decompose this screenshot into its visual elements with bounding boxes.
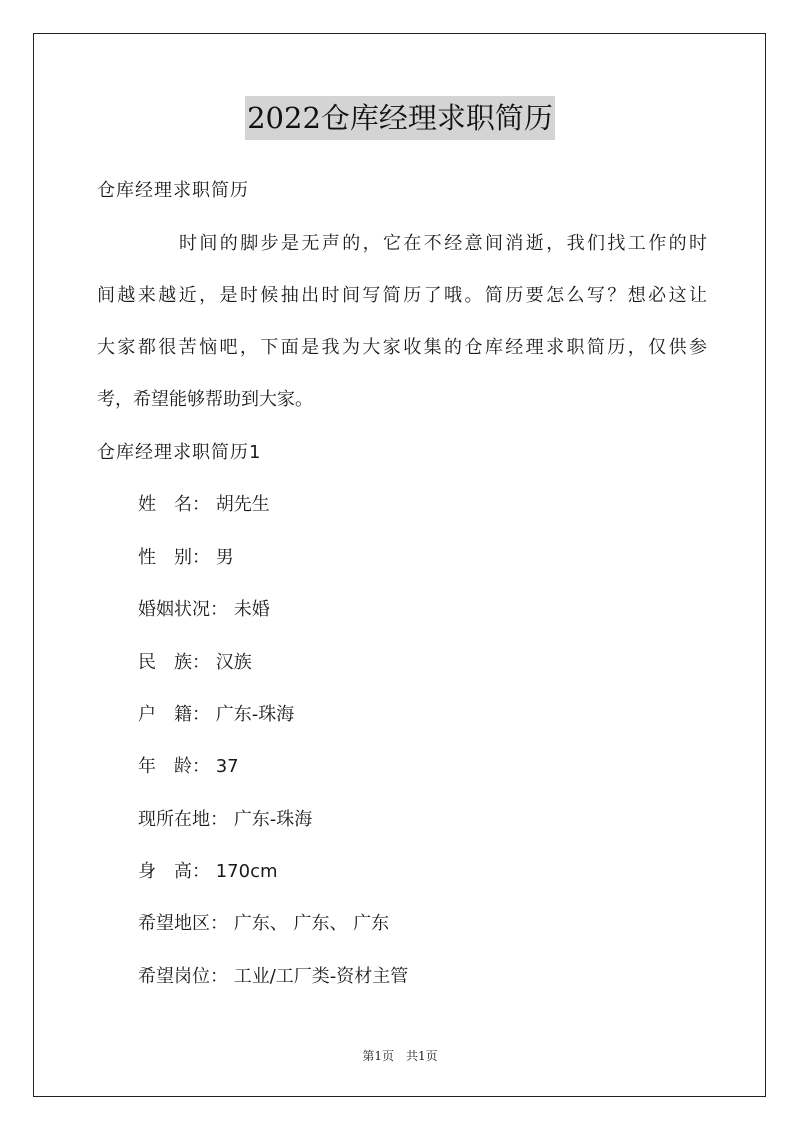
field-row-current-location	[138, 805, 312, 831]
field-label: 现所在地：	[138, 809, 228, 830]
section-heading: 仓库经理求职简历1	[97, 442, 262, 463]
field-label: 希望地区：	[138, 913, 228, 934]
field-label: 性 别：	[138, 547, 210, 568]
page-footer: 第1页 共1页	[362, 1049, 438, 1063]
intro-paragraph-line-2: 间越来越近，是时候抽出时间写简历了哦。简历要怎么写？想必这让	[97, 285, 707, 306]
field-label: 民 族：	[138, 652, 210, 673]
field-row-marital-status	[138, 595, 270, 621]
title-container	[0, 96, 800, 140]
field-row-household	[138, 700, 294, 726]
field-value: 37	[215, 756, 239, 777]
field-row-desired-position	[138, 962, 408, 988]
field-label: 婚姻状况：	[138, 599, 228, 620]
field-value: 广东、 广东、 广东	[233, 913, 390, 934]
field-label: 姓 名：	[138, 494, 210, 515]
field-value: 工业/工厂类-资材主管	[233, 966, 409, 987]
field-value: 广东-珠海	[215, 704, 295, 725]
field-value: 胡先生	[215, 494, 270, 515]
intro-paragraph-line-3: 大家都很苦恼吧，下面是我为大家收集的仓库经理求职简历，仅供参	[97, 337, 707, 358]
field-row-ethnicity	[138, 648, 252, 674]
field-row-desired-region	[138, 909, 389, 935]
document-subtitle: 仓库经理求职简历	[97, 180, 249, 201]
field-label: 身 高：	[138, 861, 210, 882]
field-value: 170cm	[215, 861, 278, 882]
field-value: 汉族	[215, 652, 252, 673]
field-row-height	[138, 857, 278, 883]
intro-paragraph-line-1: 时间的脚步是无声的，它在不经意间消逝，我们找工作的时	[179, 233, 707, 254]
field-row-gender	[138, 543, 234, 569]
field-value: 未婚	[233, 599, 270, 620]
field-label: 希望岗位：	[138, 966, 228, 987]
field-value: 男	[215, 547, 234, 568]
intro-paragraph-line-4: 考，希望能够帮助到大家。	[97, 389, 313, 410]
field-label: 户 籍：	[138, 704, 210, 725]
field-value: 广东-珠海	[233, 809, 313, 830]
document-title: 2022仓库经理求职简历	[245, 96, 555, 140]
field-row-age	[138, 752, 239, 778]
field-row-name	[138, 490, 270, 516]
field-label: 年 龄：	[138, 756, 210, 777]
